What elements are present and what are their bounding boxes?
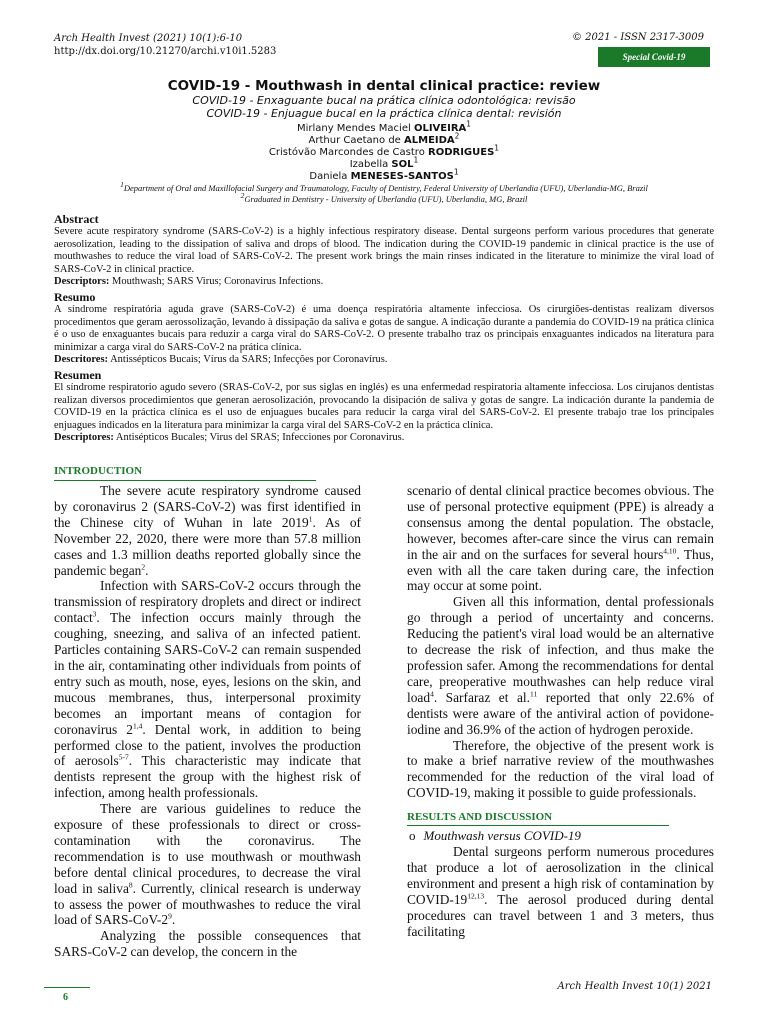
introduction-heading: INTRODUCTION <box>54 465 143 477</box>
paragraph: Analyzing the possible consequences that SARS-CoV-2 can develop, the concern in the <box>54 928 361 960</box>
title-spanish: COVID-19 - Enjuague bucal en la práctica clínica dental: revisión <box>206 107 562 120</box>
abstract-text: Severe acute respiratory syndrome (SARS-CoV-2) is a highly infectious respiratory disease. Dental surgeons perform various procedures that generate aerosolization, leading to the dissipation of saliva and drops of blood. The indication during the COVID-19 pandemic in clinical practice is the use of mouthwashes to reduce the viral load of SARS-CoV-2. The present work brings the main rinses indicated in the literature to minimize the viral load of SARS-CoV-2 in clinical practice. <box>54 226 714 275</box>
abstract-heading: Abstract <box>54 212 99 226</box>
journal-reference: Arch Health Invest (2021) 10(1):6-10 <box>54 33 243 44</box>
paragraph: Infection with SARS-CoV-2 occurs through the transmission of respiratory droplets and direct or indirect contact$^3$. The infection occurs mainly through the coughing, sneezing, and saliva of an infected patient. Particles containing SARS-CoV-2 can remain suspended in the air, contaminating other individuals from points of entry such as mouth, nose, eyes, lesions on the skin, and mucous membranes, thus, interpersonal proximity becomes an important means of contagion for coronavirus 2$^{1,4}$. Dental work, in addition to being performed close to the patient, involves the production of aerosols$^{5-7}$. This characteristic may indicate that dentists represent the group with the highest risk of infection, among health professionals. <box>54 578 361 801</box>
doi-link[interactable]: http://dx.doi.org/10.21270/archi.v10i1.5283 <box>54 46 277 57</box>
resumo-text: A síndrome respiratória aguda grave (SARS-CoV-2) é uma doença respiratória altamente infecciosa. Os cirurgiões-dentistas realizam diversos procedimentos que geram aerossolização, levando à dissipação da saliva e gotas de sangue. A indicação durante a pandemia do COVID-19 na prática clínica é o uso de enxaguantes bucais para reduzir a carga viral do SARS-CoV-2. O presente trabalho traz os principais enxaguantes indicados na literatura para minimizar a carga viral do SARS-CoV-2 na prática clínica. <box>54 303 714 353</box>
title-portuguese: COVID-19 - Enxaguante bucal na prática clínica odontológica: revisão <box>192 94 576 107</box>
affiliation: $^1$Department of Oral and Maxillofacial Surgery and Traumatology, Faculty of Dentistry, Federal University of Uberlandia (UFU), Uberlandia-MG, Brazil <box>120 180 648 193</box>
footer-journal: Arch Health Invest 10(1) 2021 <box>557 981 712 992</box>
results-heading: RESULTS AND DISCUSSION <box>407 811 553 824</box>
subsection-heading: o Mouthwash versus COVID-19 <box>409 828 581 844</box>
paragraph: Therefore, the objective of the present work is to make a brief narrative review of the mouthwashes recommended for the reduction of the viral load of COVID-19, making it possible to guide professionals. <box>407 737 714 801</box>
left-column <box>54 483 361 960</box>
author: Mirlany Mendes Maciel OLIVEIRA$^1$ <box>296 119 472 134</box>
bullet-icon: o <box>409 828 416 844</box>
journal-header <box>54 32 276 58</box>
author: Cristóvão Marcondes de Castro RODRIGUES$^1$ <box>268 143 500 158</box>
paragraph: scenario of dental clinical practice becomes obvious. The use of personal protective equipment (PPE) is already a consensus among the dental population. The obstacle, however, becomes after-care since the virus can remain in the air and on the surfaces for several hours$^{4,10}$. Thus, even with all the care taken during care, the infection may occur at some point. <box>407 483 714 594</box>
title-block <box>40 78 728 205</box>
paragraph: There are various guidelines to reduce the exposure of these professionals to direct or cross-contamination with the coronavirus. The recommendation is to use mouthwash or mouthwash before dental clinical procedures, to decrease the viral load in saliva$^8$. Currently, clinical research is underway to assess the power of mouthwashes to reduce the viral load of SARS-$CoV-2^9$. <box>54 801 361 928</box>
page-number: 6 <box>63 992 68 1003</box>
issn: © 2021 - ISSN 2317-3009 <box>571 32 704 43</box>
author: Izabella SOL$^1$ <box>349 155 419 170</box>
paragraph: The severe acute respiratory syndrome caused by coronavirus 2 (SARS-CoV-2) was first identified in the Chinese city of Wuhan in late 2019$^1$. As of November 22, 2020, there were more than 57.8 million cases and 1.3 million deaths reported globally since the pandemic began$^2$. <box>54 483 361 578</box>
article-title: COVID-19 - Mouthwash in dental clinical practice: review <box>167 78 601 94</box>
resumen-text: El síndrome respiratorio agudo severo (SRAS-CoV-2, por sus siglas en inglés) es una enfermedad respiratoria altamente infecciosa. Los cirujanos dentistas realizan diversos procedimientos que generan aerosolización, provocando la disipación de saliva y gotas de sangre. La indicación durante la pandemia de COVID-19 en la práctica clínica es el uso de enjuagues bucales para reducir la carga viral del SARS-CoV-2. El presente trabajo trae los principales enjuagues indicados en la literatura para minimizar la carga viral del SARS-CoV-2 en la práctica clínica. <box>54 381 714 431</box>
resumen-keywords: Descriptores: Antisépticos Bucales; Virus del SRAS; Infecciones por Coronavirus. <box>54 432 405 444</box>
affiliation: $^2$Graduated in Dentistry - University of Uberlandia (UFU), Uberlandia, MG, Brazil <box>240 191 528 204</box>
resumo-keywords: Descritores: Antissépticos Bucais; Vírus da SARS; Infecções por Coronavírus. <box>54 354 388 366</box>
special-badge: Special Covid-19 <box>598 47 710 67</box>
paragraph: Dental surgeons perform numerous procedures that produce a lot of aerosolization in the clinical environment and present a high risk of contamination by COVID-19$^{12,13}$. The aerosol produced during dental procedures can travel between 1 and 3 meters, thus facilitating <box>407 844 714 939</box>
resumo-heading: Resumo <box>54 289 96 304</box>
paragraph: Given all this information, dental professionals go through a period of uncertainty and concerns. Reducing the patient's viral load would be an alternative to decrease the risk of infection, and thus make the profession safer. Among the recommendations for dental care, preoperative mouthwashes can help reduce viral load$^4$. Sarfaraz et al.$^{11}$ reported that only 22.6% of dentists were aware of the antiviral action of povidone-iodine and 36.9% of the action of hydrogen peroxide. <box>407 594 714 737</box>
section-rule <box>407 825 669 826</box>
right-column <box>407 483 714 940</box>
footer-rule <box>44 987 90 988</box>
abstract-keywords: Descriptors: Mouthwash; SARS Virus; Coronavirus Infections. <box>54 276 324 288</box>
abstract-section <box>54 212 714 445</box>
author: Arthur Caetano de ALMEIDA$^2$ <box>308 131 460 146</box>
resumen-heading: Resumen <box>54 367 102 382</box>
section-rule <box>54 480 316 481</box>
author: Daniela MENESES-SANTOS$^1$ <box>309 167 459 182</box>
